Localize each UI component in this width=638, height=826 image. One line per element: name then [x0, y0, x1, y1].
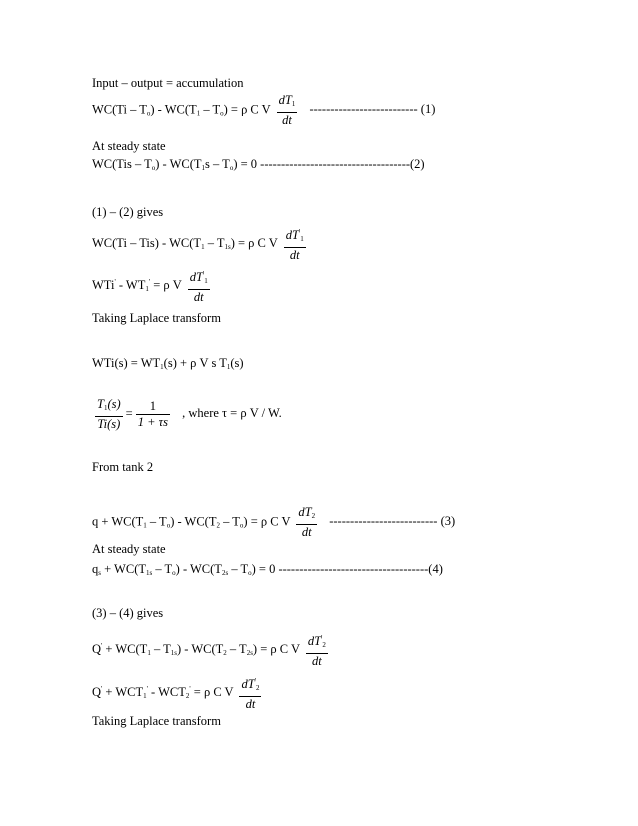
text-steady-state-2: At steady state [92, 542, 166, 556]
fraction-dT2prime-dt-2: $\frac{dT'_2}{dt}$ [241, 677, 260, 711]
fraction-dT1-dt: $\frac{dT_1}{dt}$ [278, 93, 296, 127]
fraction-one-over-tau: $\frac{1}{1 + \tau s}$ [137, 399, 168, 429]
equation-6-transfer-function: $\frac{T_1(s)}{Ti(s)}$ = $\frac{1}{1 + \tau s}$ , where τ = ρ V / W. [97, 397, 282, 431]
equation-10: $Q' + WCT_1' - WCT_2' = \rho$ C V $\frac{dT'_2}{dt}$ [92, 677, 260, 711]
equation-5: $WTi(s) = WT_1(s) + \rho$ V s $T_1(s)$ [92, 356, 244, 371]
text-from-tank-2: From tank 2 [92, 460, 154, 474]
equation-9: $Q' + WC(T_1 - T_{1s}) - WC(T_2 - T_{2s}) = \rho$ C V $\frac{dT'_2}{dt}$ [92, 634, 326, 668]
equation-3: $WC(Ti - Tis) - WC(T_1 - T_{1s}) = \rho$ C V $\frac{dT'_1}{dt}$ [92, 228, 304, 262]
equation-4: $WTi' - WT_1' = \rho$ V $\frac{dT'_1}{dt}$ [92, 270, 208, 304]
text-laplace-2: Taking Laplace transform [92, 714, 221, 728]
equation-2: $WC(Tis - T_o) - WC(T_1s - T_o) = 0$ ------------------------------------(2) [92, 157, 425, 172]
text-1-minus-2: (1) – (2) gives [92, 205, 164, 219]
text-steady-state-1: At steady state [92, 139, 166, 153]
text-input-output: Input – output = accumulation [92, 76, 244, 90]
fraction-dT1prime-dt: $\frac{dT'_1}{dt}$ [285, 228, 304, 262]
equation-8: $q_s + WC(T_{1s} - T_o) - WC(T_{2s} - T_o) = 0$ ------------------------------------(4) [92, 562, 443, 577]
equation-7: $q + WC(T_1 - T_o) - WC(T_2 - T_o) = \rho$ C V $\frac{dT_2}{dt}$ -------------------------- (3) [92, 505, 456, 539]
fraction-dT2prime-dt: $\frac{dT'_2}{dt}$ [307, 634, 326, 668]
text-laplace-1: Taking Laplace transform [92, 311, 221, 325]
text-3-minus-4: (3) – (4) gives [92, 606, 164, 620]
fraction-dT1prime-dt-2: $\frac{dT'_1}{dt}$ [189, 270, 208, 304]
fraction-T1-over-Ti: $\frac{T_1(s)}{Ti(s)}$ [97, 397, 121, 431]
equation-1: $WC(Ti - T_o) - WC(T_1 - T_o) = \rho$ C V $\frac{dT_1}{dt}$ -------------------------- (1) [92, 93, 436, 127]
fraction-dT2-dt: $\frac{dT_2}{dt}$ [298, 505, 316, 539]
